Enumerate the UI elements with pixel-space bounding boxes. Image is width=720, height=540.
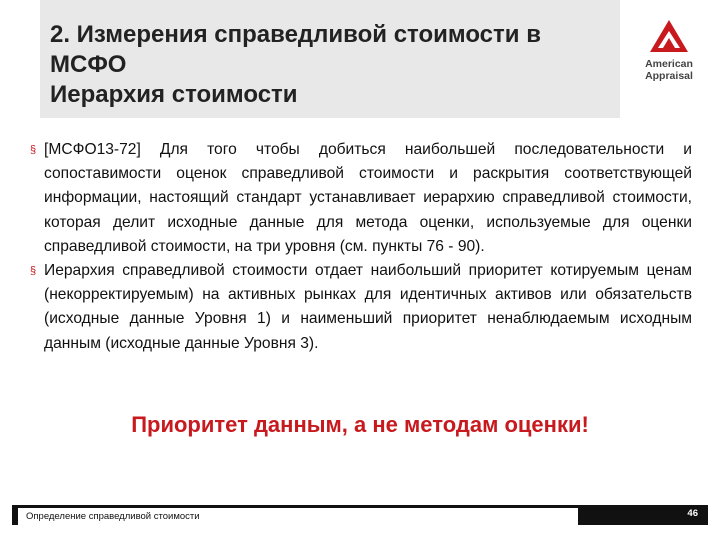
logo-line-1: American <box>645 58 693 70</box>
logo-line-2: Appraisal <box>645 70 693 82</box>
bullet-marker-icon: § <box>30 265 37 278</box>
bullet-list <box>30 138 692 356</box>
bullet-item <box>30 259 692 356</box>
company-logo-text <box>624 58 714 82</box>
bullet-text: [МСФО13-72] Для того чтобы добиться наибольшей последовательности и сопоставимости оценок справедливой стоимости и раскрытия соответствующей информации, настоящий стандарт устанавливает иерархию справедливой стоимости, которая делит исходные данные для метода оценки, используемые для оценки справедливой стоимости, на три уровня (см. пункты 76 - 90). <box>44 141 692 255</box>
page-number: 46 <box>687 508 698 519</box>
title-line-1: 2. Измерения справедливой стоимости в <box>50 21 541 48</box>
footer-caption-box <box>16 508 578 525</box>
title-line-3: Иерархия стоимости <box>50 81 298 108</box>
footer-bar <box>12 505 708 525</box>
slide-title <box>50 20 620 110</box>
footer-caption: Определение справедливой стоимости <box>26 511 200 522</box>
bullet-text: Иерархия справедливой стоимости отдает наибольший приоритет котируемым ценам (некорректируемым) на активных рынках для идентичных активов или обязательств (исходные данные Уровня 1) и наименьший приоритет ненаблюдаемым исходным данным (исходные данные Уровня 3). <box>44 262 692 352</box>
bullet-marker-icon: § <box>30 144 37 156</box>
title-line-2: МСФО <box>50 51 127 78</box>
slogan: Приоритет данным, а не методам оценки! <box>131 412 589 437</box>
bullet-item <box>30 138 692 259</box>
